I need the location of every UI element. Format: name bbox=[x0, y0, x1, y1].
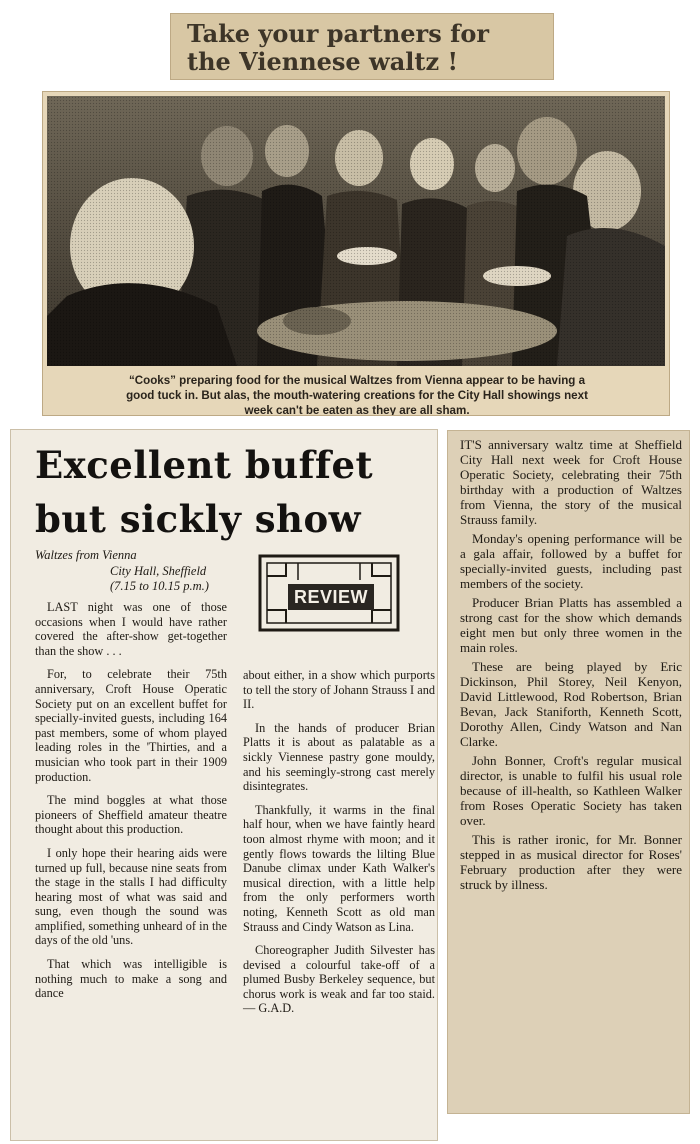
headline-clipping bbox=[170, 13, 554, 80]
paragraph: Thankfully, it warms in the final half hour, when we have faintly heard toon almost rhyme with moon; and it gently flows towards the lilting Blue Danube climax under Kath Walker's musical direction, with a little help from the only performers worth noting, Kenneth Scott as old man Strauss and Cindy Watson as Lina. bbox=[243, 802, 435, 934]
venue: City Hall, Sheffield bbox=[110, 563, 207, 578]
paragraph: John Bonner, Croft's regular musical director, is unable to fulfil his usual role because of ill-health, so Kathleen Walker from Roses Operatic Society has taken over. bbox=[460, 753, 682, 828]
show-name: Waltzes from Vienna bbox=[35, 548, 137, 562]
article-title bbox=[35, 438, 425, 546]
photo-clipping bbox=[42, 91, 670, 416]
caption-line-3: week can't be eaten as they are all sham. bbox=[244, 404, 470, 416]
headline-line-1: Take your partners for bbox=[187, 19, 490, 48]
title-line-2: but sickly show bbox=[35, 497, 361, 541]
review-column-2 bbox=[243, 668, 435, 1025]
show-info bbox=[35, 548, 227, 595]
caption-line-2: good tuck in. But alas, the mouth-watering creations for the City Hall showings next bbox=[126, 389, 588, 402]
newspaper-photo bbox=[47, 96, 665, 366]
paragraph: Choreographer Judith Silvester has devised a colourful take-off of a plumed Busby Berkeley sequence, but chorus work is weak and far too staid. — G.A.D. bbox=[243, 943, 435, 1016]
paragraph: about either, in a show which purports to tell the story of Johann Strauss I and II. bbox=[243, 668, 435, 712]
paragraph: I only hope their hearing aids were turned up full, because nine seats from the stage in the stalls I had difficulty hearing most of what was said and sung, even though the sound was amplified, something unheard of in the days of the old 'uns. bbox=[35, 845, 227, 948]
paragraph: That which was intelligible is nothing much to make a song and dance bbox=[35, 957, 227, 1001]
paragraph: These are being played by Eric Dickinson, Phil Storey, Neil Kenyon, David Littlewood, Rod Robertson, Brian Bevan, Jack Staniforth, Kenneth Scott, Dorothy Allen, Cindy Watson and Nan Clarke. bbox=[460, 659, 682, 749]
review-label: REVIEW bbox=[288, 584, 374, 610]
paragraph: Monday's opening performance will be a gala affair, followed by a buffet for specially-invited guests, including past members of the society. bbox=[460, 531, 682, 591]
review-column-1 bbox=[35, 600, 227, 1010]
paragraph: The mind boggles at what those pioneers of Sheffield amateur theatre thought about this production. bbox=[35, 793, 227, 837]
paragraph: In the hands of producer Brian Platts it is about as palatable as a sickly Viennese pastry gone mouldy, and his seemingly-strong cast merely disintegrates. bbox=[243, 720, 435, 794]
preview-column bbox=[460, 437, 682, 896]
paragraph: This is rather ironic, for Mr. Bonner stepped in as musical director for Roses' February production after they were struck by illness. bbox=[460, 832, 682, 892]
photo-illustration bbox=[47, 96, 665, 366]
caption-line-1: “Cooks” preparing food for the musical Waltzes from Vienna appear to be having a bbox=[128, 374, 586, 387]
paragraph: Producer Brian Platts has assembled a strong cast for the show which demands eight men but only three women in the main roles. bbox=[460, 595, 682, 655]
paragraph: For, to celebrate their 75th anniversary, Croft House Operatic Society put on an excellent buffet for specially-invited guests, including 164 past members, some of whom played leading roles in the 'Thirties, and a musician who took part in their 1909 production. bbox=[35, 667, 227, 784]
headline-line-2: the Viennese waltz ! bbox=[187, 47, 458, 76]
show-times: (7.15 to 10.15 p.m.) bbox=[110, 579, 209, 593]
review-article bbox=[10, 429, 438, 1141]
preview-article bbox=[447, 430, 690, 1114]
paragraph: LAST night was one of those occasions when I would have rather covered the after-show get-together than the show . . . bbox=[35, 600, 227, 658]
title-line-1: Excellent buffet bbox=[35, 443, 374, 487]
photo-caption bbox=[51, 373, 663, 416]
headline bbox=[187, 20, 489, 76]
review-badge bbox=[258, 554, 400, 632]
paragraph: IT'S anniversary waltz time at Sheffield City Hall next week for Croft House Operatic Society, celebrating their 75th birthday with a production of Waltzes from Vienna, the story of the musical Strauss family. bbox=[460, 437, 682, 527]
